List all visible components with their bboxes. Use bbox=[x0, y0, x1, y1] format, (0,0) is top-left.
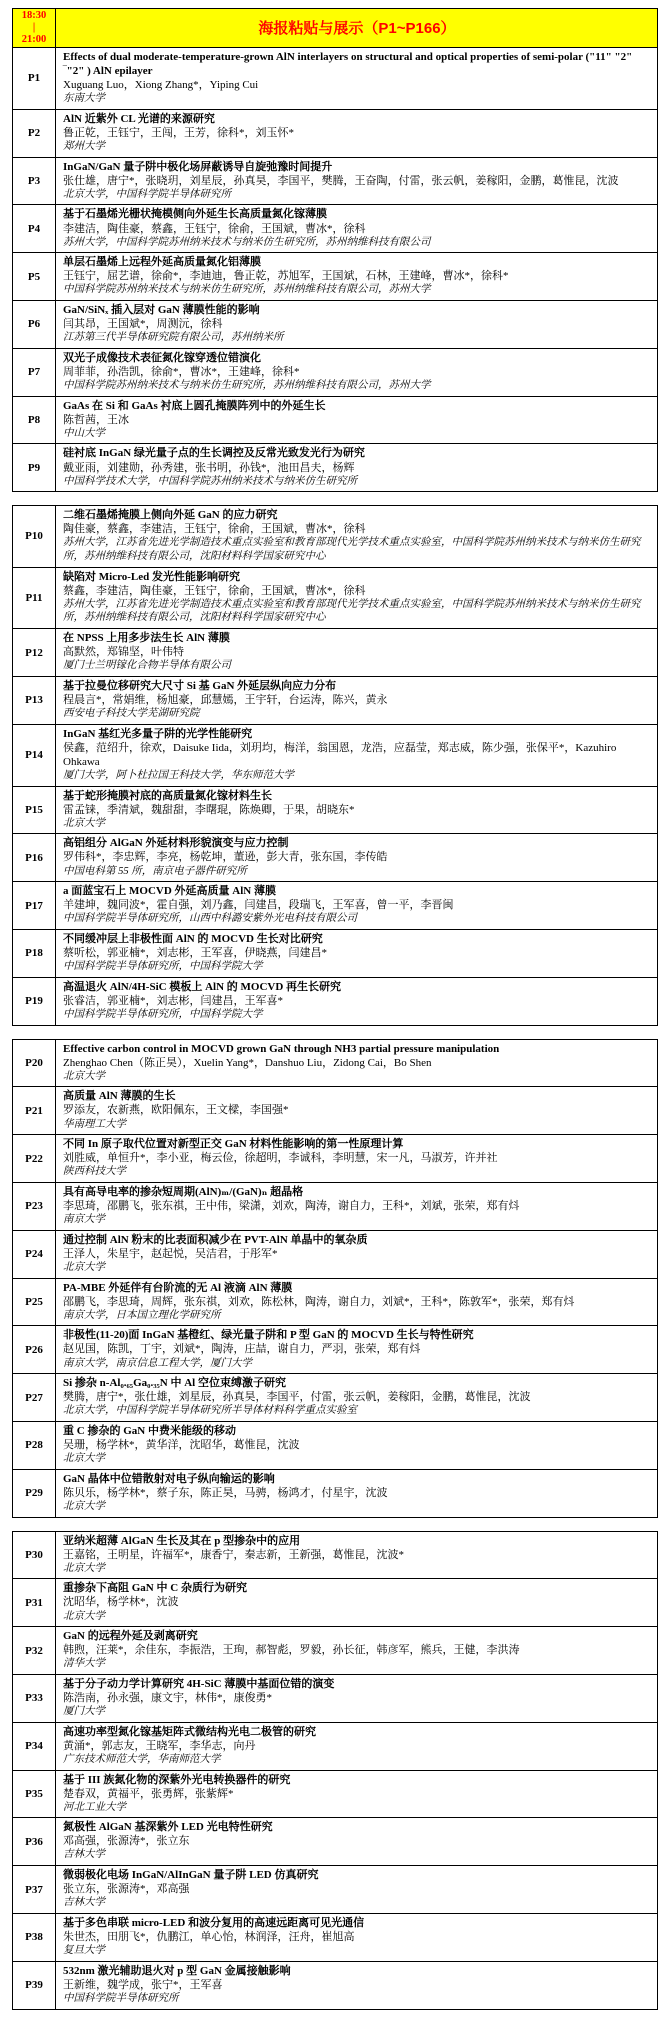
poster-row bbox=[13, 676, 657, 724]
poster-id: P35 bbox=[13, 1771, 56, 1818]
poster-id: P39 bbox=[13, 1962, 56, 2009]
poster-title: Si 掺杂 n-Al₀.₆₅Ga₀.₃₅N 中 Al 空位束缚激子研究 bbox=[63, 1377, 286, 1390]
poster-authors: 周菲菲，孙浩凯，徐俞*，曹冰*，王建峰，徐科* bbox=[63, 365, 300, 378]
poster-id: P20 bbox=[13, 1040, 56, 1087]
poster-affiliation: 复旦大学 bbox=[63, 1945, 105, 1957]
poster-affiliation: 北京大学 bbox=[63, 1610, 105, 1622]
poster-row bbox=[13, 929, 657, 977]
poster-entry bbox=[56, 110, 657, 157]
poster-authors: 羊建坤，魏同波*，霍自强，刘乃鑫，闫建昌，段瑞飞，王军喜，曾一平，李晋闽 bbox=[63, 899, 454, 912]
poster-id: P11 bbox=[13, 568, 56, 628]
poster-title: 非极性(11-20)面 InGaN 基橙红、绿光量子阱和 P 型 GaN 的 MOCVD 生长与特性研究 bbox=[63, 1329, 474, 1342]
poster-title: InGaN 基红光多量子阱的光学性能研究 bbox=[63, 727, 253, 740]
poster-row bbox=[13, 204, 657, 252]
poster-entry bbox=[56, 978, 657, 1025]
poster-affiliation: 中国科学院半导体研究所，山西中科潞安紫外光电科技有限公司 bbox=[63, 913, 357, 925]
poster-row bbox=[13, 1230, 657, 1278]
poster-entry bbox=[56, 1326, 657, 1373]
poster-entry bbox=[56, 1771, 657, 1818]
poster-id: P21 bbox=[13, 1087, 56, 1134]
poster-id: P30 bbox=[13, 1532, 56, 1579]
poster-row bbox=[13, 1913, 657, 1961]
poster-affiliation: 西安电子科技大学芜湖研究院 bbox=[63, 708, 200, 720]
poster-authors: 张睿洁，郭亚楠*，刘志彬，闫建昌，王军喜* bbox=[63, 994, 283, 1007]
poster-affiliation: 北京大学 bbox=[63, 817, 105, 829]
poster-row bbox=[13, 1040, 657, 1087]
poster-id: P29 bbox=[13, 1470, 56, 1517]
poster-id: P31 bbox=[13, 1579, 56, 1626]
poster-entry bbox=[56, 1914, 657, 1961]
poster-affiliation: 北京大学 bbox=[63, 1261, 105, 1273]
poster-row bbox=[13, 1421, 657, 1469]
poster-affiliation: 华南理工大学 bbox=[63, 1118, 126, 1130]
poster-affiliation: 中国电科第 55 所，南京电子器件研究所 bbox=[63, 865, 247, 877]
poster-affiliation: 北京大学 bbox=[63, 1562, 105, 1574]
poster-id: P23 bbox=[13, 1183, 56, 1230]
poster-affiliation: 北京大学，中国科学院半导体研究所半导体材料科学重点实验室 bbox=[63, 1405, 357, 1417]
poster-entry bbox=[56, 1374, 657, 1421]
poster-authors: 赵见国，陈凯，丁宇，刘斌*，陶涛，庄喆，谢自力，严羽，张荣，郑有炓 bbox=[63, 1343, 421, 1356]
poster-row bbox=[13, 1325, 657, 1373]
poster-id: P8 bbox=[13, 397, 56, 444]
poster-authors: 李思琦，邵鹏飞，张东祺，王中伟，梁潇，刘欢，陶涛，谢自力，王科*，刘斌，张荣，郑有炓 bbox=[63, 1200, 520, 1213]
poster-entry bbox=[56, 1422, 657, 1469]
poster-title: 在 NPSS 上用多步法生长 AlN 薄膜 bbox=[63, 632, 230, 645]
poster-id: P27 bbox=[13, 1374, 56, 1421]
poster-row bbox=[13, 1086, 657, 1134]
poster-entry bbox=[56, 253, 657, 300]
poster-title: 基于石墨烯光栅状掩模侧向外延生长高质量氮化镓薄膜 bbox=[63, 208, 327, 221]
poster-id: P2 bbox=[13, 110, 56, 157]
poster-affiliation: 南京大学 bbox=[63, 1214, 105, 1226]
poster-affiliation: 清华大学 bbox=[63, 1658, 105, 1670]
poster-row bbox=[13, 1722, 657, 1770]
poster-row bbox=[13, 252, 657, 300]
poster-entry bbox=[56, 1087, 657, 1134]
poster-id: P9 bbox=[13, 444, 56, 491]
poster-title: 基于拉曼位移研究大尺寸 Si 基 GaN 外延层纵向应力分布 bbox=[63, 679, 337, 692]
poster-title: 高质量 AlN 薄膜的生长 bbox=[63, 1090, 176, 1103]
poster-title: 通过控制 AlN 粉末的比表面积减少在 PVT-AlN 单晶中的氧杂质 bbox=[63, 1233, 368, 1246]
poster-id: P7 bbox=[13, 349, 56, 396]
poster-row bbox=[13, 1532, 657, 1579]
poster-id: P37 bbox=[13, 1866, 56, 1913]
poster-authors: 闫其昂，王国斌*，周测沅，徐科 bbox=[63, 318, 223, 331]
poster-id: P25 bbox=[13, 1279, 56, 1326]
poster-row bbox=[13, 443, 657, 491]
poster-row bbox=[13, 977, 657, 1025]
poster-authors: 王嘉铭，王明星，许福军*，康香宁，秦志新，王新强，葛惟昆，沈波* bbox=[63, 1548, 404, 1561]
poster-title: 基于多色串联 micro-LED 和波分复用的高速远距离可见光通信 bbox=[63, 1916, 365, 1929]
poster-entry bbox=[56, 1675, 657, 1722]
poster-id: P3 bbox=[13, 158, 56, 205]
poster-authors: 王泽人，朱星宇，赵起悦，吴洁君，于彤军* bbox=[63, 1247, 278, 1260]
poster-title: 重 C 掺杂的 GaN 中费米能级的移动 bbox=[63, 1424, 236, 1437]
poster-affiliation: 江苏第三代半导体研究院有限公司，苏州纳米所 bbox=[63, 332, 284, 344]
poster-title: 微弱极化电场 InGaN/AlInGaN 量子阱 LED 仿真研究 bbox=[63, 1869, 319, 1882]
poster-affiliation: 苏州大学，中国科学院苏州纳米技术与纳米仿生研究所，苏州纳维科技有限公司 bbox=[63, 236, 431, 248]
poster-row bbox=[13, 786, 657, 834]
poster-title: GaN 的远程外延及剥离研究 bbox=[63, 1630, 198, 1643]
poster-affiliation: 北京大学 bbox=[63, 1070, 105, 1082]
program-table-block-1 bbox=[12, 8, 658, 492]
poster-id: P10 bbox=[13, 506, 56, 566]
poster-entry bbox=[56, 506, 657, 566]
poster-authors: 邓高强，张源涛*，张立东 bbox=[63, 1835, 190, 1848]
poster-entry bbox=[56, 834, 657, 881]
poster-title: a 面蓝宝石上 MOCVD 外延高质量 AlN 薄膜 bbox=[63, 885, 276, 898]
poster-id: P32 bbox=[13, 1627, 56, 1674]
poster-authors: 蔡鑫，李建洁，陶佳豪，王钰宁，徐俞，王国斌，曹冰*，徐科 bbox=[63, 584, 366, 597]
poster-entry bbox=[56, 444, 657, 491]
session-header-row bbox=[13, 9, 657, 47]
poster-title: 532nm 激光辅助退火对 p 型 GaN 金属接触影响 bbox=[63, 1964, 291, 1977]
session-time-separator: | bbox=[32, 21, 36, 33]
poster-title: 具有高导电率的掺杂短周期(AlN)ₘ/(GaN)ₙ 超晶格 bbox=[63, 1185, 304, 1198]
poster-entry bbox=[56, 301, 657, 348]
poster-authors: 雷孟铼，季清斌，魏甜甜，李曙琨，陈焕卿，于果，胡晓东* bbox=[63, 803, 355, 816]
poster-entry bbox=[56, 882, 657, 929]
poster-authors: 邵鹏飞，李思琦，周辉，张东祺，刘欢，陈松林，陶涛，谢自力，刘斌*，王科*，陈敦军*，张荣，郑有炓 bbox=[63, 1295, 575, 1308]
poster-authors: 黄涌*，郭志友，王晓军，李华志，向丹 bbox=[63, 1739, 256, 1752]
poster-row bbox=[13, 157, 657, 205]
poster-title: 双光子成像技术表征氮化镓穿透位错演化 bbox=[63, 351, 261, 364]
poster-affiliation: 南京大学，南京信息工程大学，厦门大学 bbox=[63, 1357, 252, 1369]
poster-id: P13 bbox=[13, 677, 56, 724]
poster-entry bbox=[56, 725, 657, 786]
poster-authors: 朱世杰，田朋飞*，仇鹏江，单心怡，林润泽，汪舟，崔旭高 bbox=[63, 1931, 355, 1943]
program-table-block-4 bbox=[12, 1531, 658, 2010]
poster-authors: 刘胜威，单恒升*，李小亚，梅云俭，徐超明，李诚科，李明慧，宋一凡，马淑芳，许并社 bbox=[63, 1152, 498, 1165]
poster-authors: 陈浩南，孙永强，康文宇，林伟*，康俊勇* bbox=[63, 1692, 272, 1705]
poster-entry bbox=[56, 1135, 657, 1182]
poster-title: 二维石墨烯掩膜上侧向外延 GaN 的应力研究 bbox=[63, 509, 278, 522]
poster-authors: 蔡听松，郭亚楠*，刘志彬，王军喜，伊晓燕，闫建昌* bbox=[63, 947, 327, 960]
program-table-block-3 bbox=[12, 1039, 658, 1518]
poster-authors: 张仕雄，唐宁*，张晓玥，刘星辰，孙真昊，李国平，樊腾，王奋陶，付雷，张云帆，姜稼阳，金鹏，葛惟昆，沈波 bbox=[63, 174, 619, 187]
poster-entry bbox=[56, 349, 657, 396]
poster-row bbox=[13, 1865, 657, 1913]
poster-affiliation: 陕西科技大学 bbox=[63, 1166, 126, 1178]
poster-id: P26 bbox=[13, 1326, 56, 1373]
poster-affiliation: 中国科学院半导体研究所，中国科学院大学 bbox=[63, 1008, 263, 1020]
session-time-end: 21:00 bbox=[21, 34, 47, 46]
poster-affiliation: 苏州大学，江苏省先进光学制造技术重点实验室和教育部现代光学技术重点实验室，中国科学院苏州纳米技术与纳米仿生研究所，苏州纳维科技有限公司，沈阳材料科学国家研究中心 bbox=[63, 598, 641, 624]
poster-id: P34 bbox=[13, 1723, 56, 1770]
poster-title: 缺陷对 Micro-Led 发光性能影响研究 bbox=[63, 570, 241, 583]
poster-row bbox=[13, 1817, 657, 1865]
poster-row bbox=[13, 396, 657, 444]
poster-row bbox=[13, 1674, 657, 1722]
poster-sections bbox=[12, 505, 658, 2009]
poster-row bbox=[13, 567, 657, 628]
poster-entry bbox=[56, 205, 657, 252]
poster-affiliation: 北京大学，中国科学院半导体研究所 bbox=[63, 188, 231, 200]
poster-id: P22 bbox=[13, 1135, 56, 1182]
poster-title: 不同缓冲层上非极性面 AlN 的 MOCVD 生长对比研究 bbox=[63, 932, 323, 945]
poster-authors: 楚春双，黄福平，张勇辉，张紫辉* bbox=[63, 1787, 234, 1800]
poster-affiliation: 厦门大学，阿卜杜拉国王科技大学，华东师范大学 bbox=[63, 769, 294, 781]
poster-id: P16 bbox=[13, 834, 56, 881]
session-time-start: 18:30 bbox=[21, 9, 47, 21]
poster-title: AlN 近紫外 CL 光谱的来源研究 bbox=[63, 112, 215, 125]
poster-affiliation: 广东技术师范大学，华南师范大学 bbox=[63, 1753, 221, 1765]
poster-entry bbox=[56, 629, 657, 676]
poster-title: 基于蛇形掩膜衬底的高质量氮化镓材料生长 bbox=[63, 789, 272, 802]
poster-row bbox=[13, 1134, 657, 1182]
poster-affiliation: 厦门大学 bbox=[63, 1706, 105, 1718]
poster-row bbox=[13, 1770, 657, 1818]
poster-entry bbox=[56, 1279, 657, 1326]
poster-authors: 高默然，郑锦坚，叶伟特 bbox=[63, 646, 184, 659]
poster-id: P24 bbox=[13, 1231, 56, 1278]
poster-title: GaAs 在 Si 和 GaAs 衬底上圆孔掩膜阵列中的外延生长 bbox=[63, 399, 326, 412]
poster-authors: 鲁正乾，王钰宁，王闯，王芳，徐科*，刘玉怀* bbox=[63, 126, 294, 139]
poster-authors: Xuguang Luo，Xiong Zhang*，Yiping Cui bbox=[63, 79, 259, 92]
poster-row bbox=[13, 628, 657, 676]
poster-affiliation: 吉林大学 bbox=[63, 1849, 105, 1861]
poster-title: 硅衬底 InGaN 绿光量子点的生长调控及反常光致发光行为研究 bbox=[63, 447, 365, 460]
poster-entry bbox=[56, 1962, 657, 2009]
poster-affiliation: 河北工业大学 bbox=[63, 1801, 126, 1813]
poster-row bbox=[13, 1626, 657, 1674]
poster-entry bbox=[56, 1723, 657, 1770]
poster-title: 亚纳米超薄 AlGaN 生长及其在 p 型掺杂中的应用 bbox=[63, 1534, 301, 1547]
poster-title: 氮极性 AlGaN 基深紫外 LED 光电特性研究 bbox=[63, 1821, 273, 1834]
poster-authors: 戴亚雨，刘建勋，孙秀建，张书明，孙钱*，池田昌夫，杨辉 bbox=[63, 461, 355, 474]
poster-title: 基于分子动力学计算研究 4H-SiC 薄膜中基面位错的演变 bbox=[63, 1677, 335, 1690]
poster-authors: 陈哲茜，王冰 bbox=[63, 413, 129, 426]
poster-entry bbox=[56, 1627, 657, 1674]
poster-id: P5 bbox=[13, 253, 56, 300]
poster-entry bbox=[56, 568, 657, 628]
poster-affiliation: 中山大学 bbox=[63, 427, 105, 439]
poster-affiliation: 中国科学院苏州纳米技术与纳米仿生研究所，苏州纳维科技有限公司，苏州大学 bbox=[63, 380, 431, 392]
poster-id: P4 bbox=[13, 205, 56, 252]
poster-authors: 王钰宁，屈艺谱，徐俞*，李迪迪，鲁正乾，苏旭军，王国斌，石林，王建峰，曹冰*，徐科* bbox=[63, 270, 509, 283]
poster-affiliation: 中国科学技术大学，中国科学院苏州纳米技术与纳米仿生研究所 bbox=[63, 475, 357, 487]
poster-id: P17 bbox=[13, 882, 56, 929]
poster-title: GaN 晶体中位错散射对电子纵向输运的影响 bbox=[63, 1472, 275, 1485]
poster-row bbox=[13, 47, 657, 109]
poster-affiliation: 南京大学，日本国立理化学研究所 bbox=[63, 1309, 221, 1321]
poster-authors: 王新维，魏学成，张宁*，王军喜 bbox=[63, 1978, 223, 1991]
poster-row bbox=[13, 1278, 657, 1326]
poster-authors: 沈昭华，杨学林*，沈波 bbox=[63, 1596, 179, 1609]
poster-title: 高铝组分 AlGaN 外延材料形貌演变与应力控制 bbox=[63, 837, 289, 850]
poster-authors: 李建洁，陶佳豪，蔡鑫，王钰宁，徐俞，王国斌，曹冰*，徐科 bbox=[63, 222, 366, 235]
poster-authors: 陈贝乐，杨学林*，蔡子东，陈正昊，马骋，杨鸿才，付星宇，沈波 bbox=[63, 1486, 388, 1499]
poster-entry bbox=[56, 677, 657, 724]
poster-id: P19 bbox=[13, 978, 56, 1025]
poster-authors: 张立东，张源涛*，邓高强 bbox=[63, 1883, 190, 1896]
poster-row bbox=[13, 833, 657, 881]
poster-row bbox=[13, 506, 657, 566]
session-time bbox=[13, 9, 56, 47]
poster-affiliation: 中国科学院半导体研究所 bbox=[63, 1992, 179, 2004]
poster-title: InGaN/GaN 量子阱中极化场屏蔽诱导自旋弛豫时间提升 bbox=[63, 160, 333, 173]
poster-affiliation: 厦门士兰明镓化合物半导体有限公司 bbox=[63, 660, 231, 672]
poster-entry bbox=[56, 1532, 657, 1579]
poster-id: P36 bbox=[13, 1818, 56, 1865]
poster-row bbox=[13, 109, 657, 157]
poster-row bbox=[13, 348, 657, 396]
poster-id: P15 bbox=[13, 787, 56, 834]
poster-entry bbox=[56, 1470, 657, 1517]
poster-entry bbox=[56, 1040, 657, 1087]
poster-affiliation: 苏州大学，江苏省先进光学制造技术重点实验室和教育部现代光学技术重点实验室，中国科学院苏州纳米技术与纳米仿生研究所，苏州纳维科技有限公司，沈阳材料科学国家研究中心 bbox=[63, 537, 641, 563]
poster-entry bbox=[56, 397, 657, 444]
poster-entry bbox=[56, 158, 657, 205]
poster-entry bbox=[56, 1579, 657, 1626]
poster-title: 重掺杂下高阻 GaN 中 C 杂质行为研究 bbox=[63, 1582, 247, 1595]
poster-affiliation: 中国科学院半导体研究所，中国科学院大学 bbox=[63, 961, 263, 973]
poster-id: P12 bbox=[13, 629, 56, 676]
poster-title: 基于 III 族氮化物的深紫外光电转换器件的研究 bbox=[63, 1773, 291, 1786]
poster-entry bbox=[56, 1866, 657, 1913]
poster-row bbox=[13, 1469, 657, 1517]
poster-affiliation: 中国科学院苏州纳米技术与纳米仿生研究所，苏州纳维科技有限公司，苏州大学 bbox=[63, 284, 431, 296]
poster-id: P6 bbox=[13, 301, 56, 348]
poster-title: 高速功率型氮化镓基矩阵式微结构光电二极管的研究 bbox=[63, 1725, 316, 1738]
poster-row bbox=[13, 724, 657, 786]
poster-authors: 樊腾，唐宁*，张仕雄，刘星辰，孙真昊，李国平，付雷，张云帆，姜稼阳，金鹏，葛惟昆，沈波 bbox=[63, 1391, 531, 1404]
poster-entry bbox=[56, 48, 657, 109]
poster-title: 高温退火 AlN/4H-SiC 模板上 AlN 的 MOCVD 再生长研究 bbox=[63, 980, 342, 993]
poster-affiliation: 郑州大学 bbox=[63, 141, 105, 153]
program-table-block-2 bbox=[12, 505, 658, 1025]
session-title: 海报粘贴与展示（P1~P166） bbox=[258, 20, 456, 37]
poster-id: P18 bbox=[13, 930, 56, 977]
poster-authors: 侯鑫，范绍升，徐欢，Daisuke Iida，刘玥均，梅洋，翁国恩，龙浩，应磊莹，郑志威，陈少强，张保平*，Kazuhiro Ohkawa bbox=[63, 741, 617, 768]
poster-authors: 韩煦，汪莱*，余佳东，李振浩，王珣，郝智彪，罗毅，孙长征，韩彦军，熊兵，王健，李洪涛 bbox=[63, 1644, 520, 1657]
poster-row bbox=[13, 1182, 657, 1230]
poster-entry bbox=[56, 1183, 657, 1230]
poster-row bbox=[13, 1373, 657, 1421]
poster-id: P28 bbox=[13, 1422, 56, 1469]
poster-id: P1 bbox=[13, 48, 56, 109]
poster-id: P38 bbox=[13, 1914, 56, 1961]
poster-entry bbox=[56, 787, 657, 834]
poster-authors: 吴珊，杨学林*，黄华洋，沈昭华，葛惟昆，沈波 bbox=[63, 1439, 300, 1452]
poster-authors: 罗添友，农新燕，欧阳佩东，王文樑，李国强* bbox=[63, 1104, 289, 1117]
poster-id: P33 bbox=[13, 1675, 56, 1722]
poster-title: Effects of dual moderate-temperature-grown AlN interlayers on structural and optical properties of semi-polar ("11" "2" ‾"2" ) AlN epilayer bbox=[63, 51, 633, 78]
poster-entry bbox=[56, 1818, 657, 1865]
poster-row bbox=[13, 1578, 657, 1626]
poster-affiliation: 吉林大学 bbox=[63, 1897, 105, 1909]
poster-authors: 罗伟科*，李忠辉，李亮，杨乾坤，董逊，彭大青，张东国，李传皓 bbox=[63, 851, 388, 864]
poster-title: GaN/SiNₓ 插入层对 GaN 薄膜性能的影响 bbox=[63, 304, 260, 317]
poster-affiliation: 东南大学 bbox=[63, 93, 105, 105]
poster-title: 不同 In 原子取代位置对新型正交 GaN 材料性能影响的第一性原理计算 bbox=[63, 1138, 404, 1151]
poster-title: PA-MBE 外延伴有台阶流的无 Al 液滴 AlN 薄膜 bbox=[63, 1281, 293, 1294]
poster-entry bbox=[56, 1231, 657, 1278]
poster-entry bbox=[56, 930, 657, 977]
poster-authors: 陶佳豪，蔡鑫，李建洁，王钰宁，徐俞，王国斌，曹冰*，徐科 bbox=[63, 523, 366, 536]
poster-title: Effective carbon control in MOCVD grown GaN through NH3 partial pressure manipulation bbox=[63, 1042, 500, 1055]
poster-id: P14 bbox=[13, 725, 56, 786]
poster-affiliation: 北京大学 bbox=[63, 1500, 105, 1512]
poster-affiliation: 北京大学 bbox=[63, 1453, 105, 1465]
poster-row bbox=[13, 881, 657, 929]
poster-row bbox=[13, 300, 657, 348]
poster-authors: 程晨言*，常娟维，杨旭豪，邱慧嫣，王宇轩，台运涛，陈兴，黄永 bbox=[63, 694, 388, 706]
poster-row bbox=[13, 1961, 657, 2009]
poster-authors: Zhenghao Chen（陈正昊），Xuelin Yang*，Danshuo Liu，Zidong Cai，Bo Shen bbox=[63, 1056, 432, 1069]
poster-title: 单层石墨烯上远程外延高质量氮化铝薄膜 bbox=[63, 256, 261, 269]
